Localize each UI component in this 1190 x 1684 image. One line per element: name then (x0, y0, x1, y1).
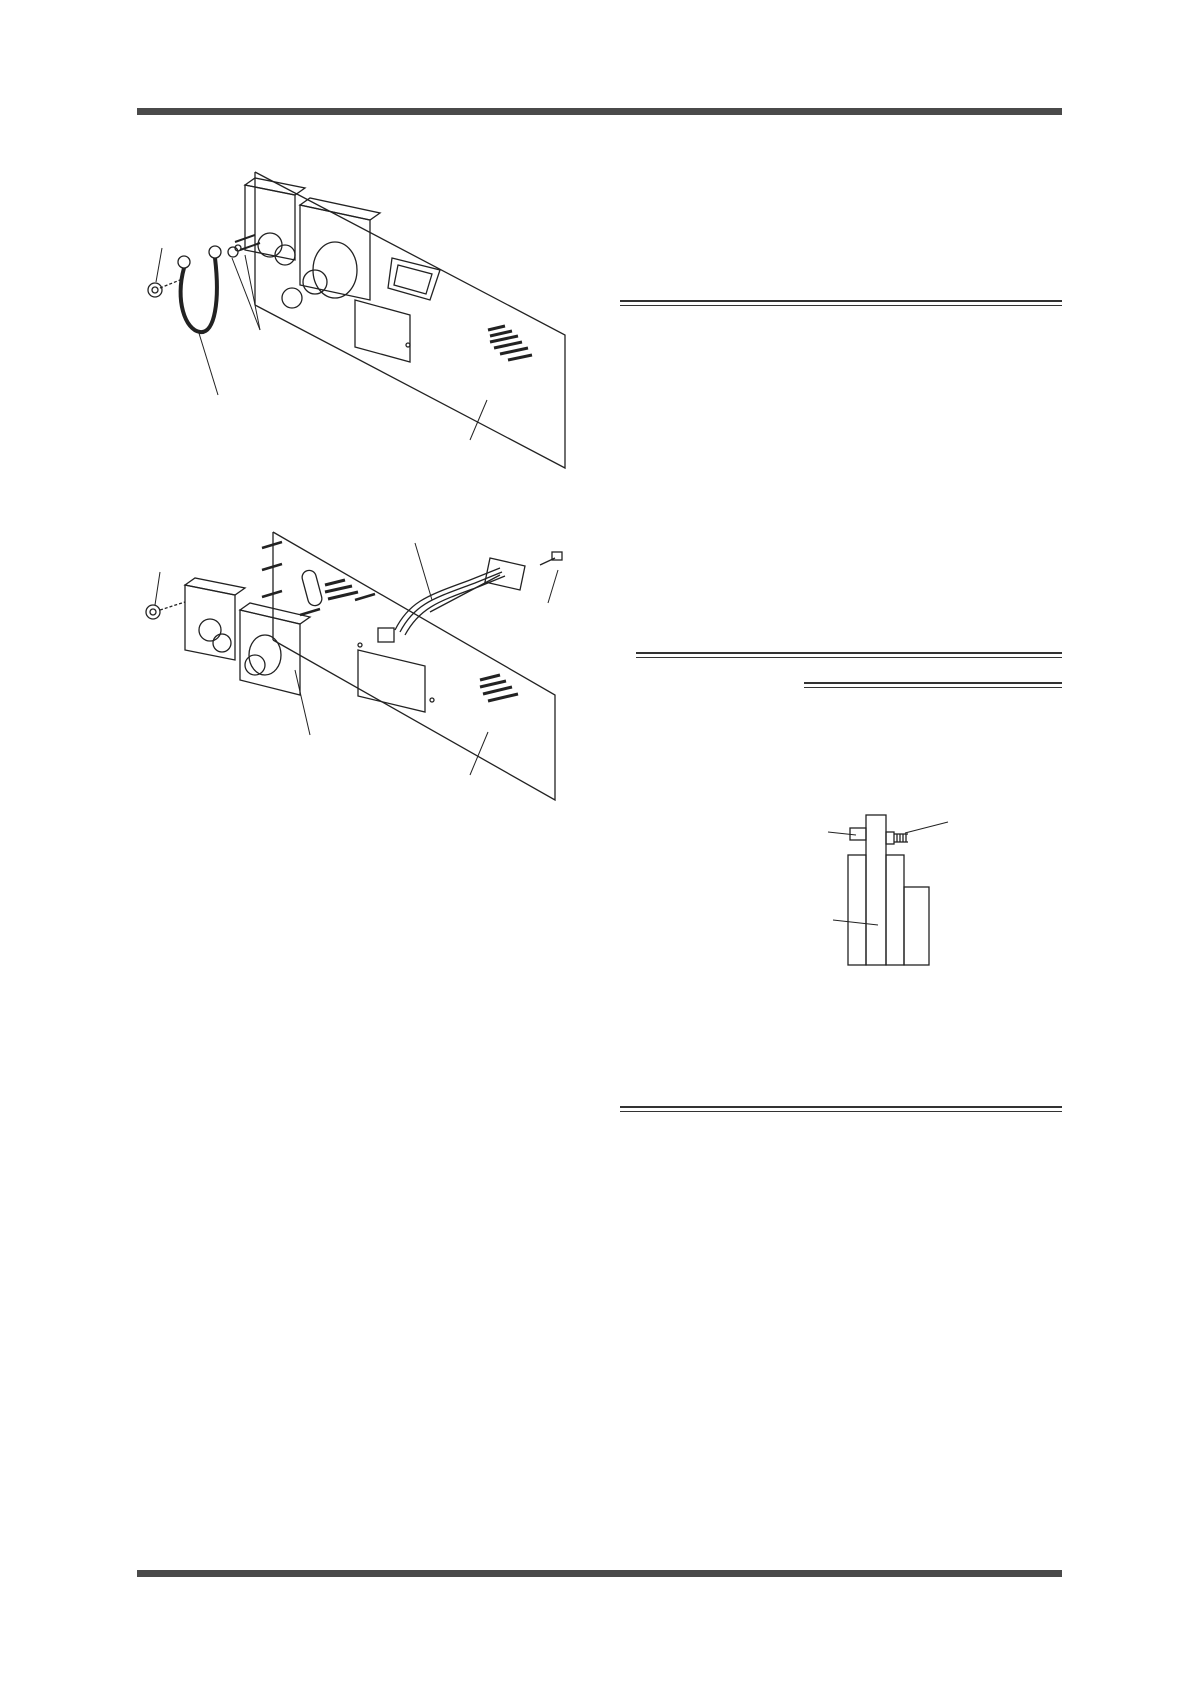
connector-socket (378, 628, 394, 642)
center-plate (866, 815, 886, 965)
figure-rear-panel-harness (140, 530, 580, 810)
screw (886, 832, 908, 844)
section-rule-2 (636, 652, 1062, 658)
header-rule (137, 108, 1062, 115)
outer-block (904, 887, 929, 965)
studs (235, 235, 260, 250)
wire-harness (395, 552, 562, 635)
right-spacer (886, 855, 904, 965)
connector-block-right (240, 603, 310, 695)
callout-lines (155, 543, 558, 775)
connector-block-left (245, 178, 305, 265)
ground-wire (178, 245, 241, 332)
dsub-connector (388, 258, 440, 300)
left-spacer (848, 855, 866, 965)
connector-block-left (185, 578, 245, 660)
panel-slot (301, 569, 324, 607)
panel-hole-large (282, 288, 302, 308)
connector-block-right (300, 198, 380, 300)
figure-bracket-cross-section (820, 810, 960, 970)
panel-hole (406, 343, 410, 347)
figure-rear-panel-ground-wire (140, 165, 580, 475)
vent-slots (488, 326, 532, 360)
panel-label-area (355, 300, 410, 362)
panel-label-area (358, 650, 425, 712)
section-rule-3 (804, 682, 1062, 688)
nut-icon (146, 605, 160, 619)
callout-lines (828, 822, 948, 925)
section-rule-1 (620, 300, 1062, 306)
vent-slots (325, 580, 518, 701)
section-rule-4 (620, 1106, 1062, 1112)
panel-outline (273, 532, 555, 800)
nut-icon (148, 283, 162, 297)
footer-rule (137, 1570, 1062, 1577)
nut-left (850, 828, 866, 840)
